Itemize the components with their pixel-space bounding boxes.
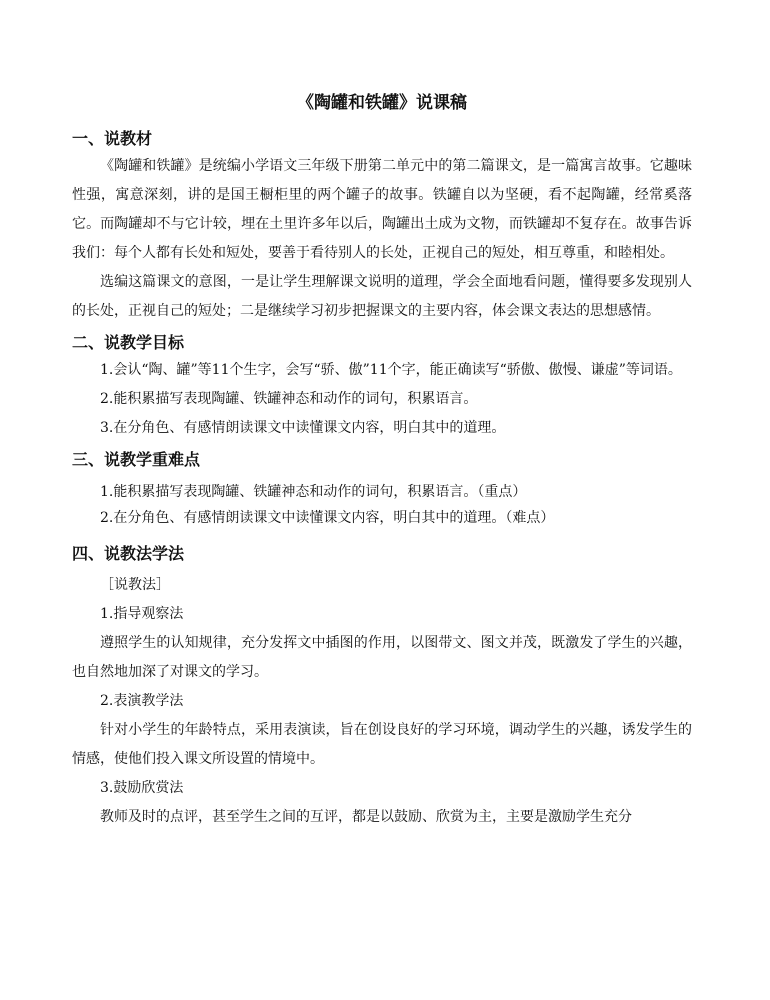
document-title: 《陶罐和铁罐》说课稿 [297, 93, 467, 113]
subheading: ［说教法］ [100, 577, 170, 593]
section-heading: 三、说教学重难点 [72, 450, 201, 469]
method-title: 1.指导观察法 [100, 606, 184, 622]
section-key-points [72, 447, 692, 531]
goal-item: 1.会认“陶、罐”等11个生字，会写“骄、傲”11个字，能正确读写“骄傲、傲慢、谦虚”等词语。 [100, 362, 682, 378]
paragraph: 遵照学生的认知规律，充分发挥文中插图的作用，以图带文、图文并茂，既激发了学生的兴趣，也自然地加深了对课文的学习。 [72, 635, 692, 680]
section-teaching-goals [72, 330, 692, 443]
section-methods [72, 541, 692, 832]
goal-item: 3.在分角色、有感情朗读课文中读懂课文内容，明白其中的道理。 [100, 420, 506, 436]
section-heading: 四、说教法学法 [72, 544, 185, 563]
section-heading: 二、说教学目标 [72, 333, 185, 352]
paragraph: 《陶罐和铁罐》是统编小学语文三年级下册第二单元中的第二篇课文，是一篇寓言故事。它趣味性强，寓意深刻，讲的是国王橱柜里的两个罐子的故事。铁罐自以为坚硬，看不起陶罐，经常奚落它。而陶罐却不与它计较，埋在土里许多年以后，陶罐出土成为文物，而铁罐却不复存在。故事告诉我们：每个人都有长处和短处，要善于看待别人的长处，正视自己的短处，相互尊重，和睦相处。 [72, 158, 692, 261]
document-page [72, 90, 692, 832]
paragraph: 针对小学生的年龄特点，采用表演读，旨在创设良好的学习环境，调动学生的兴趣，诱发学生的情感，使他们投入课文所设置的情境中。 [72, 722, 692, 767]
section-teaching-material [72, 126, 692, 326]
goal-item: 2.能积累描写表现陶罐、铁罐神态和动作的词句，积累语言。 [100, 391, 478, 407]
key-point-item: 1.能积累描写表现陶罐、铁罐神态和动作的词句，积累语言。（重点） [100, 484, 527, 500]
paragraph: 教师及时的点评，甚至学生之间的互评，都是以鼓励、欣赏为主，主要是激励学生充分 [100, 809, 632, 825]
section-heading: 一、说教材 [72, 129, 153, 148]
method-title: 2.表演教学法 [100, 693, 184, 709]
paragraph: 选编这篇课文的意图，一是让学生理解课文说明的道理，学会全面地看问题，懂得要多发现别人的长处，正视自己的短处；二是继续学习初步把握课文的主要内容，体会课文表达的思想感情。 [72, 274, 692, 319]
key-point-item: 2.在分角色、有感情朗读课文中读懂课文内容，明白其中的道理。（难点） [100, 510, 555, 526]
method-title: 3.鼓励欣赏法 [100, 780, 184, 796]
